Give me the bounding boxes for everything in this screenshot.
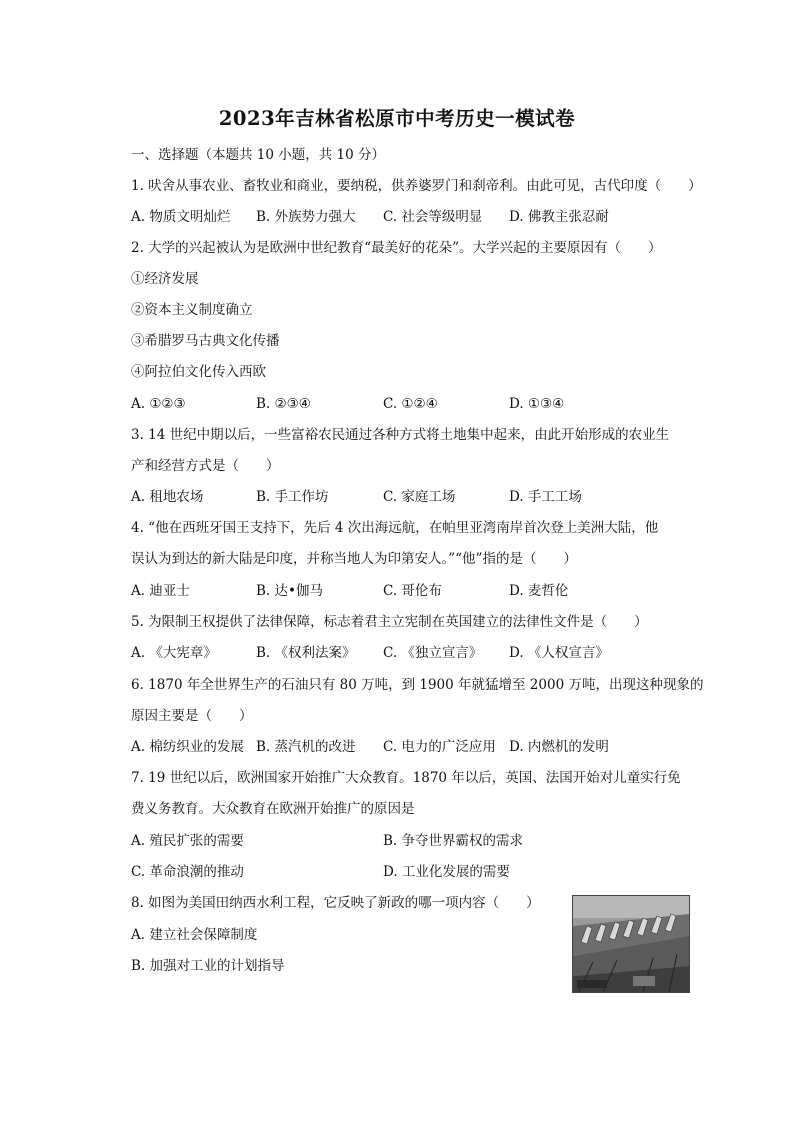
question-8-stem: 8. 如图为美国田纳西水利工程，它反映了新政的哪一项内容（ ） [131, 895, 540, 911]
question-6-stem-line2: 原因主要是（ ） [131, 708, 253, 724]
question-3-stem-line2: 产和经营方式是（ ） [131, 458, 280, 474]
q6-option-c: C. 电力的广泛应用 [383, 739, 496, 755]
question-4-stem-line1: 4. “他在西班牙国王支持下，先后 4 次出海远航，在帕里亚湾南岸首次登上美洲大陆，他 [131, 520, 659, 536]
q8-option-a: A. 建立社会保障制度 [131, 927, 258, 943]
q3-option-d: D. 手工工场 [509, 489, 582, 505]
question-7-stem-line1: 7. 19 世纪以后，欧洲国家开始推广大众教育。1870 年以后，英国、法国开始对儿童实行免 [131, 770, 681, 786]
question-6-stem-line1: 6. 1870 年全世界生产的石油只有 80 万吨，到 1900 年就猛增至 2000 万吨，出现这种现象的 [131, 677, 704, 693]
q5-option-d: D. 《人权宣言》 [509, 645, 609, 661]
q6-option-b: B. 蒸汽机的改进 [256, 739, 356, 755]
q3-option-b: B. 手工作坊 [256, 489, 329, 505]
q1-option-a: A. 物质文明灿烂 [131, 209, 231, 225]
q1-option-c: C. 社会等级明显 [383, 209, 483, 225]
q5-option-b: B. 《权利法案》 [256, 645, 356, 661]
question-2-stem: 2. 大学的兴起被认为是欧洲中世纪教育“最美好的花朵”。大学兴起的主要原因有（ ） [131, 240, 662, 256]
q2-option-b: B. ②③④ [256, 396, 311, 412]
question-1-stem: 1. 吠舍从事农业、畜牧业和商业，要纳税，供养婆罗门和刹帝利。由此可见，古代印度（ ） [131, 178, 702, 194]
q7-option-a: A. 殖民扩张的需要 [131, 833, 244, 849]
q4-option-b: B. 达•伽马 [256, 583, 323, 599]
q3-option-c: C. 家庭工场 [383, 489, 456, 505]
q2-option-a: A. ①②③ [131, 396, 186, 412]
q5-option-c: C. 《独立宣言》 [383, 645, 483, 661]
q4-option-c: C. 哥伦布 [383, 583, 442, 599]
q2-item-2: ②资本主义制度确立 [131, 302, 253, 318]
q6-option-a: A. 棉纺织业的发展 [131, 739, 244, 755]
q2-option-c: C. ①②④ [383, 396, 438, 412]
q2-item-3: ③希腊罗马古典文化传播 [131, 333, 280, 349]
question-7-stem-line2: 费义务教育。大众教育在欧洲开始推广的原因是 [131, 801, 415, 817]
q2-item-1: ①经济发展 [131, 271, 199, 287]
q4-option-a: A. 迪亚士 [131, 583, 190, 599]
q8-option-b: B. 加强对工业的计划指导 [131, 958, 285, 974]
q2-item-4: ④阿拉伯文化传入西欧 [131, 364, 266, 380]
q3-option-a: A. 租地农场 [131, 489, 204, 505]
section-heading: 一、选择题（本题共 10 小题，共 10 分） [131, 147, 386, 163]
question-3-stem-line1: 3. 14 世纪中期以后，一些富裕农民通过各种方式将土地集中起来，由此开始形成的农业生 [131, 427, 670, 443]
q5-option-a: A. 《大宪章》 [131, 645, 217, 661]
q1-option-b: B. 外族势力强大 [256, 209, 356, 225]
exam-title: 2023年吉林省松原市中考历史一模试卷 [218, 107, 576, 130]
q1-option-d: D. 佛教主张忍耐 [509, 209, 609, 225]
q7-option-c: C. 革命浪潮的推动 [131, 864, 244, 880]
q6-option-d: D. 内燃机的发明 [509, 739, 609, 755]
question-4-stem-line2: 误认为到达的新大陆是印度，并称当地人为印第安人。”“他”指的是（ ） [131, 551, 577, 567]
q7-option-b: B. 争夺世界霸权的需求 [383, 833, 524, 849]
q7-option-d: D. 工业化发展的需要 [383, 864, 510, 880]
tva-dam-photo [572, 895, 690, 993]
question-5-stem: 5. 为限制王权提供了法律保障，标志着君主立宪制在英国建立的法律性文件是（ ） [131, 614, 648, 630]
q2-option-d: D. ①③④ [509, 396, 565, 412]
q4-option-d: D. 麦哲伦 [509, 583, 569, 599]
